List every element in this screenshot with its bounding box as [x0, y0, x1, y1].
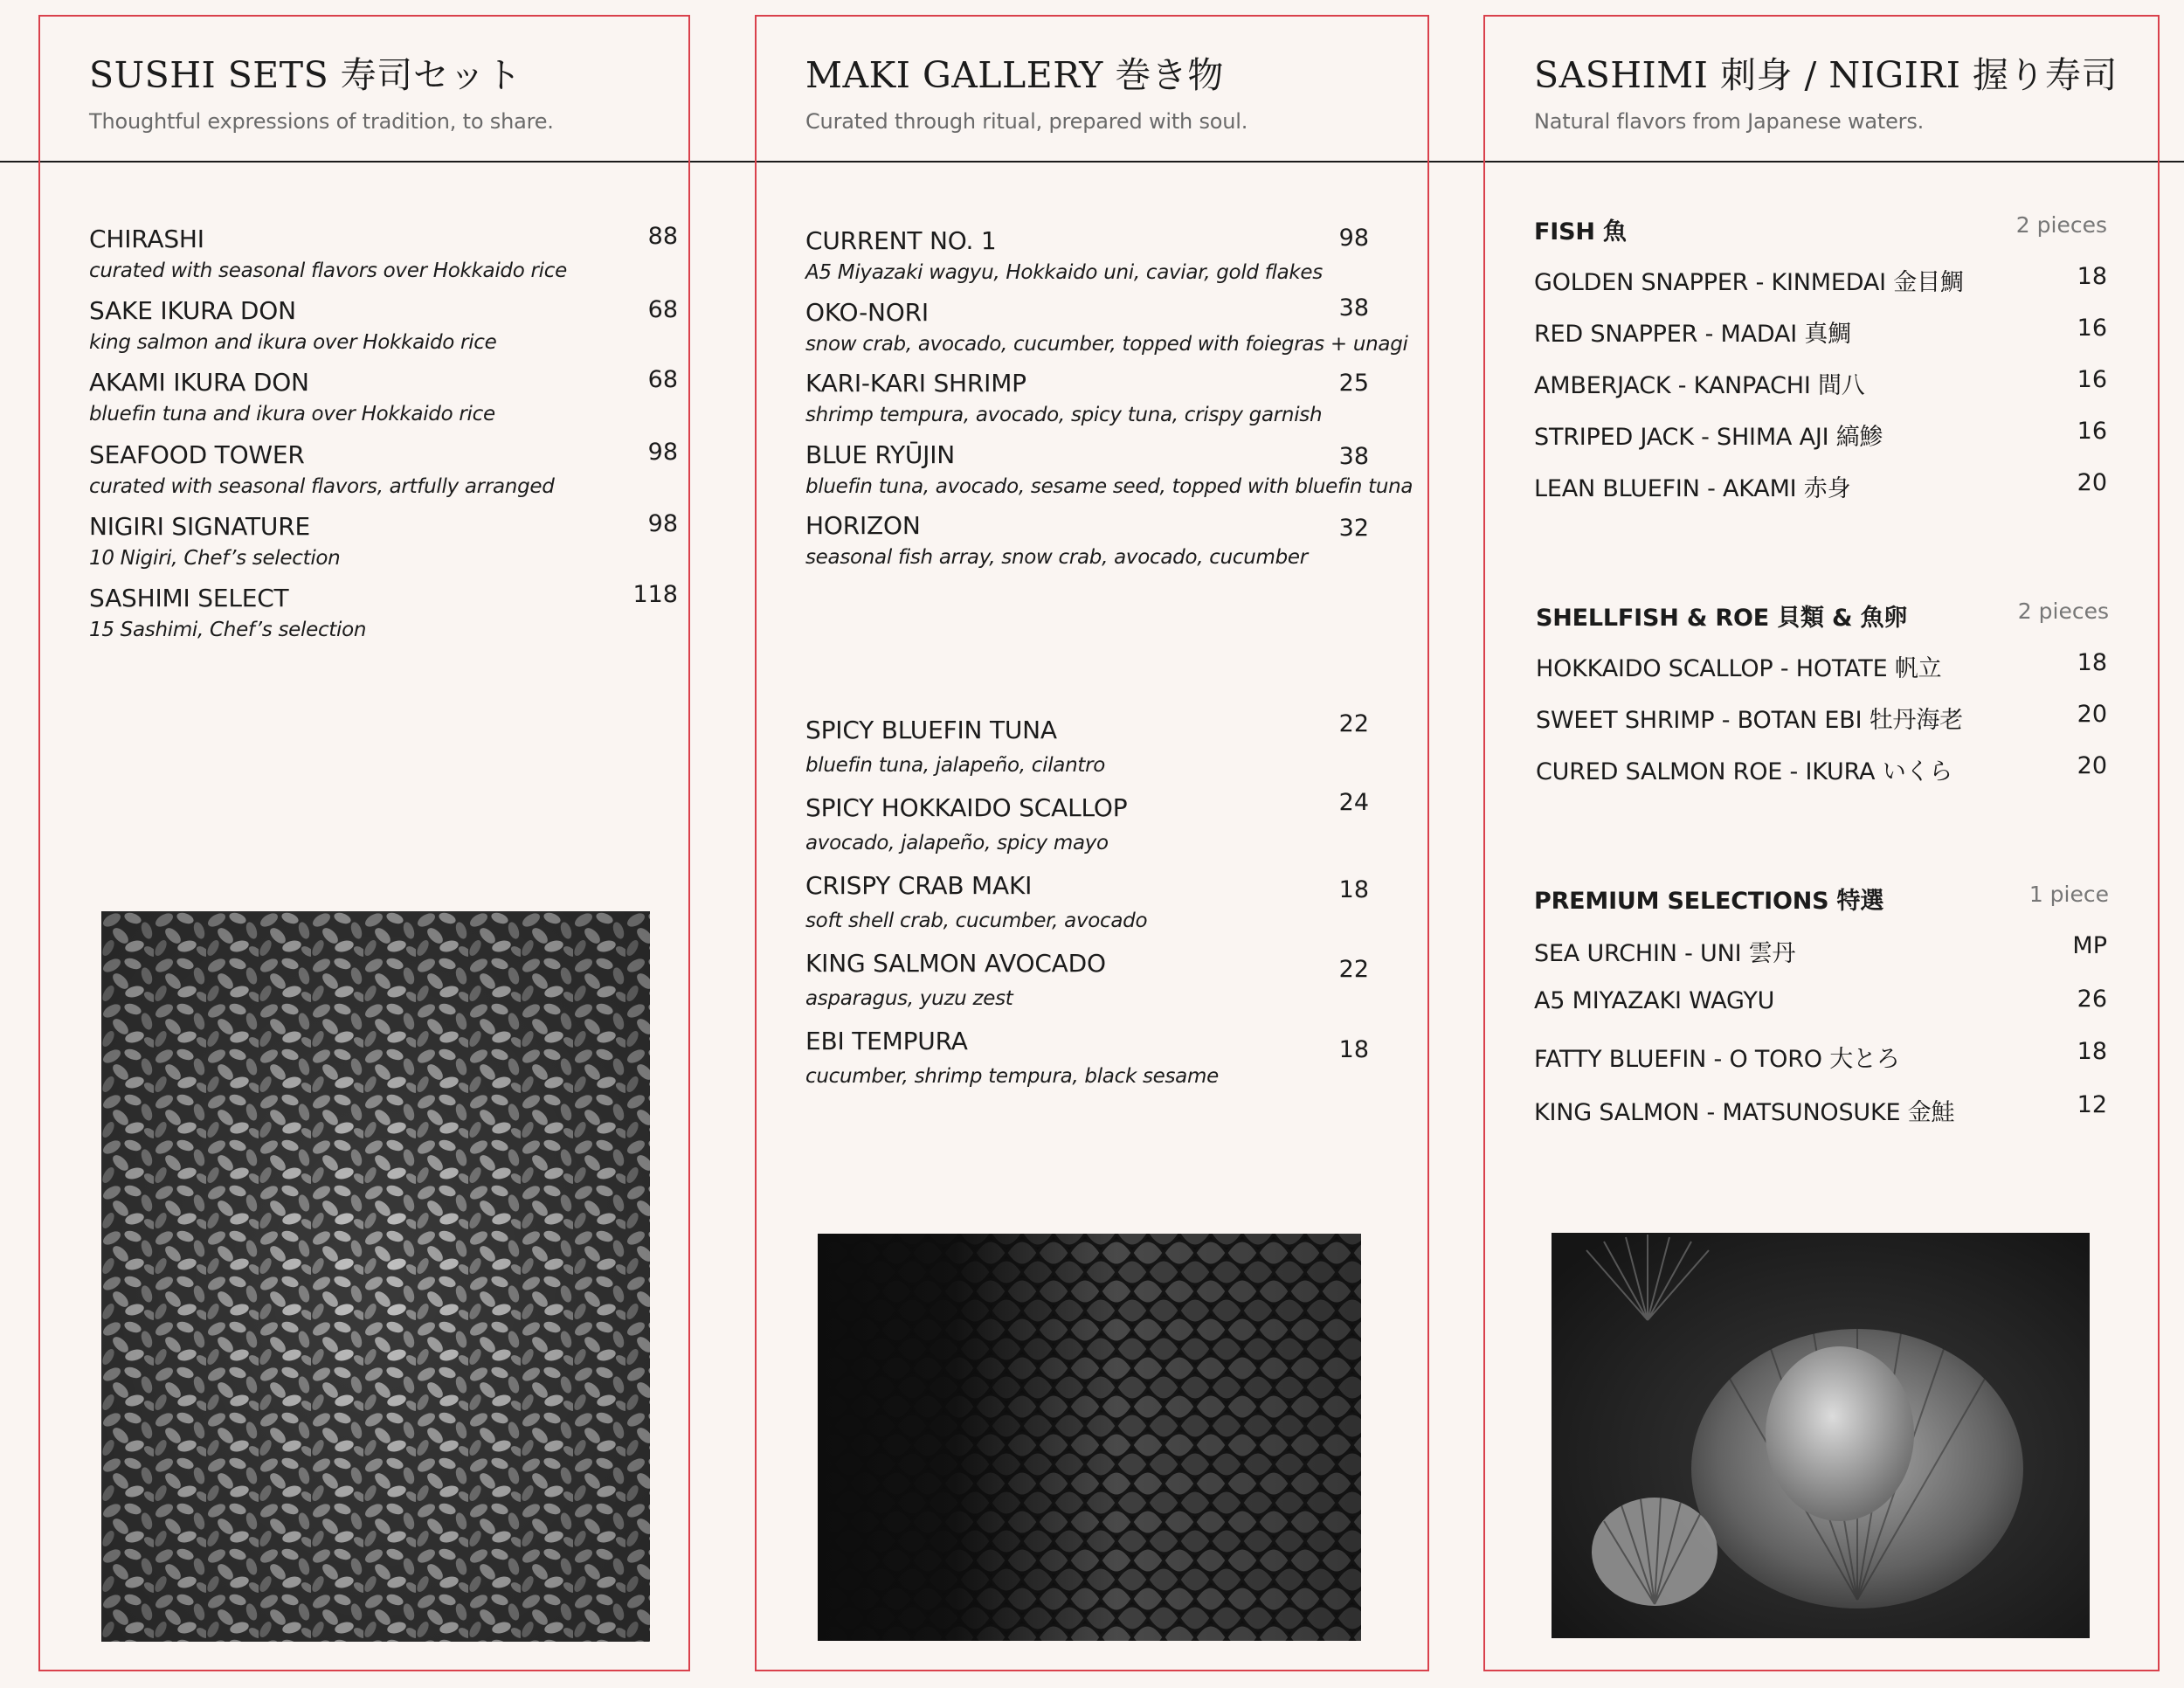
- item-description: bluefin tuna, jalapeño, cilantro: [805, 754, 1106, 777]
- sashimi-item-name: SEA URCHIN - UNI 雲丹: [1534, 940, 1796, 967]
- sashimi-item-price: 20: [2077, 701, 2107, 728]
- sashimi-item-price: 18: [2077, 1038, 2107, 1065]
- item-name: NIGIRI SIGNATURE: [89, 512, 310, 541]
- sashimi-item-name: RED SNAPPER - MADAI 真鯛: [1534, 321, 1851, 348]
- portion-label: 2 pieces: [2015, 212, 2107, 238]
- item-price: 88: [647, 223, 678, 250]
- sashimi-item-name: KING SALMON - MATSUNOSUKE 金鮭: [1534, 1099, 1955, 1126]
- item-description: asparagus, yuzu zest: [805, 987, 1013, 1010]
- item-name: BLUE RYŪJIN: [805, 440, 956, 469]
- section-heading: FISH 魚: [1534, 218, 1627, 246]
- item-description: shrimp tempura, avocado, spicy tuna, crispy garnish: [805, 404, 1323, 426]
- item-price: 24: [1338, 789, 1369, 816]
- item-description: snow crab, avocado, cucumber, topped with foiegras + unagi: [805, 333, 1408, 356]
- sashimi-item-price: MP: [2072, 932, 2107, 959]
- item-name: HORIZON: [805, 511, 921, 540]
- item-description: soft shell crab, cucumber, avocado: [805, 910, 1148, 932]
- sashimi-item-name: GOLDEN SNAPPER - KINMEDAI 金目鯛: [1534, 269, 1964, 296]
- item-price: 68: [647, 366, 678, 393]
- rice-grains-photo: [101, 911, 650, 1642]
- panel-title: SUSHI SETS 寿司セット: [89, 54, 522, 96]
- item-name: CRISPY CRAB MAKI: [805, 871, 1033, 900]
- item-name: OKO-NORI: [805, 298, 929, 327]
- fish-scales-photo: [818, 1234, 1361, 1641]
- item-description: cucumber, shrimp tempura, black sesame: [805, 1065, 1219, 1088]
- item-name: EBI TEMPURA: [805, 1027, 968, 1055]
- item-description: king salmon and ikura over Hokkaido rice: [89, 331, 497, 354]
- item-name: KING SALMON AVOCADO: [805, 949, 1106, 978]
- item-name: SPICY BLUEFIN TUNA: [805, 716, 1057, 744]
- item-description: bluefin tuna, avocado, sesame seed, topped with bluefin tuna: [805, 475, 1413, 498]
- item-price: 22: [1338, 956, 1369, 983]
- sashimi-item-name: HOKKAIDO SCALLOP - HOTATE 帆立: [1536, 655, 1942, 682]
- sashimi-item-name: AMBERJACK - KANPACHI 間八: [1534, 372, 1865, 399]
- item-name: SAKE IKURA DON: [89, 296, 296, 325]
- sushi-sets-panel: [38, 15, 690, 1671]
- scallop-shells-photo: [1552, 1233, 2090, 1638]
- maki-gallery-panel: [755, 15, 1429, 1671]
- item-price: 68: [647, 296, 678, 323]
- item-description: bluefin tuna and ikura over Hokkaido rice: [89, 403, 495, 425]
- sashimi-item-price: 20: [2077, 469, 2107, 496]
- item-description: A5 Miyazaki wagyu, Hokkaido uni, caviar, gold flakes: [805, 261, 1323, 284]
- item-price: 18: [1338, 876, 1369, 903]
- sashimi-item-price: 18: [2077, 649, 2107, 676]
- section-heading: SHELLFISH & ROE 貝類 & 魚卵: [1536, 605, 1908, 632]
- item-name: SASHIMI SELECT: [89, 584, 289, 612]
- sashimi-item-price: 12: [2077, 1091, 2107, 1118]
- item-price: 38: [1338, 443, 1369, 470]
- sashimi-item-price: 18: [2077, 263, 2107, 290]
- portion-label: 2 pieces: [2017, 598, 2109, 624]
- item-price: 32: [1338, 515, 1369, 542]
- sashimi-item-name: CURED SALMON ROE - IKURA いくら: [1536, 758, 1953, 785]
- item-price: 25: [1338, 370, 1369, 397]
- item-name: CHIRASHI: [89, 225, 204, 253]
- item-price: 18: [1338, 1036, 1369, 1063]
- item-description: seasonal fish array, snow crab, avocado, cucumber: [805, 546, 1308, 569]
- sashimi-item-name: LEAN BLUEFIN - AKAMI 赤身: [1534, 475, 1851, 502]
- item-description: 10 Nigiri, Chef’s selection: [89, 547, 341, 570]
- sashimi-item-name: FATTY BLUEFIN - O TORO 大とろ: [1534, 1046, 1900, 1073]
- panel-subtitle: Curated through ritual, prepared with soul.: [805, 109, 1248, 134]
- panel-subtitle: Thoughtful expressions of tradition, to share.: [89, 109, 554, 134]
- sashimi-item-name: SWEET SHRIMP - BOTAN EBI 牡丹海老: [1536, 707, 1963, 734]
- item-name: SPICY HOKKAIDO SCALLOP: [805, 793, 1128, 822]
- item-name: KARI-KARI SHRIMP: [805, 369, 1026, 398]
- item-description: 15 Sashimi, Chef’s selection: [89, 619, 367, 641]
- item-price: 38: [1338, 294, 1369, 322]
- sashimi-item-price: 16: [2077, 418, 2107, 445]
- item-description: curated with seasonal flavors over Hokkaido rice: [89, 259, 567, 282]
- item-name: SEAFOOD TOWER: [89, 440, 305, 469]
- panel-title: SASHIMI 刺身 / NIGIRI 握り寿司: [1534, 54, 2118, 96]
- panel-title: MAKI GALLERY 巻き物: [805, 54, 1224, 96]
- sashimi-item-name: A5 MIYAZAKI WAGYU: [1534, 987, 1775, 1014]
- item-name: CURRENT NO. 1: [805, 226, 997, 255]
- sashimi-item-price: 16: [2077, 366, 2107, 393]
- item-name: AKAMI IKURA DON: [89, 368, 309, 397]
- item-price: 98: [647, 439, 678, 466]
- item-price: 98: [1338, 225, 1369, 252]
- item-price: 22: [1338, 710, 1369, 737]
- panel-subtitle: Natural flavors from Japanese waters.: [1534, 109, 1925, 134]
- item-price: 118: [632, 581, 678, 608]
- item-description: curated with seasonal flavors, artfully arranged: [89, 475, 555, 498]
- portion-label: 1 piece: [2028, 882, 2109, 907]
- item-description: avocado, jalapeño, spicy mayo: [805, 832, 1109, 854]
- sashimi-item-price: 26: [2077, 986, 2107, 1013]
- sashimi-nigiri-panel: [1483, 15, 2160, 1671]
- sashimi-item-name: STRIPED JACK - SHIMA AJI 縞鯵: [1534, 424, 1883, 451]
- sashimi-item-price: 16: [2077, 315, 2107, 342]
- section-heading: PREMIUM SELECTIONS 特選: [1534, 888, 1884, 915]
- sashimi-item-price: 20: [2077, 752, 2107, 779]
- item-price: 98: [647, 510, 678, 537]
